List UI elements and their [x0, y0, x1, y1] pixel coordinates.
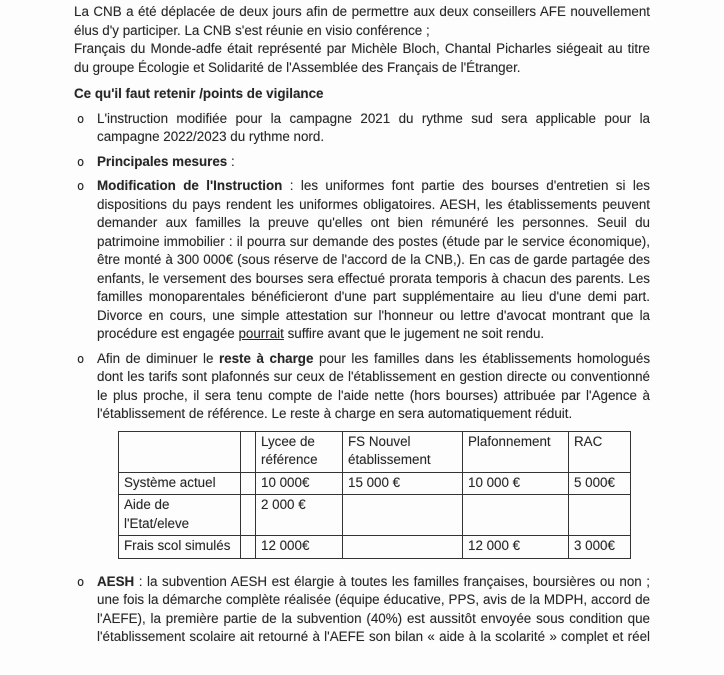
table-cell: 12 000 €	[463, 536, 569, 559]
table-cell: 5 000€	[569, 472, 631, 495]
table-cell: Système actuel	[119, 472, 241, 495]
table-cell: 15 000 €	[343, 472, 463, 495]
bullet-item-instruction-2021	[74, 110, 650, 147]
bullet-item-aesh	[74, 573, 650, 647]
table-row-aide-etat	[119, 495, 631, 536]
table-cell: Aide de l'Etat/eleve	[119, 495, 241, 536]
table-header-row	[119, 431, 631, 472]
section-heading: Ce qu'il faut retenir /points de vigilance	[74, 86, 324, 101]
intro-paragraph-2: Français du Monde-adfe était représenté par Michèle Bloch, Chantal Picharles siégeait au titre du groupe Écologie et Solidarité de l'Assemblée des Français de l'Étranger.	[74, 41, 650, 75]
table-cell	[241, 472, 256, 495]
bullet-marker: o	[77, 111, 85, 126]
table-cell	[343, 536, 463, 559]
bullet-marker: o	[77, 179, 85, 193]
bullet-item-principales-mesures	[74, 153, 650, 172]
bullet-text: Afin de diminuer le reste à charge pour les familles dans les établissements homologués dont les tarifs sont plafonnés sur ceux de l'établissement en gestion directe ou conventionné le plus proche, il sera tenu compte de l'aide nette (hors bourses) attribuée par l'Agence à l'établissement de référence. Le reste à charge en sera automatiquement réduit.	[97, 350, 651, 421]
table-cell: 12 000€	[256, 536, 343, 559]
bullet-text: Principales mesures :	[97, 153, 235, 169]
table-header-cell-lycee-reference: Lycee de référence	[256, 431, 343, 472]
bullet-text: Modification de l'Instruction : les uniformes font partie des bourses d'entretien si les dispositions du pays rendent les uniformes obligatoires. AESH, les établissements peuvent demander aux familles la preuve qu'elles ont bien rémunéré les personnes. Seuil du patrimoine immobilier : il pourra sur demande des postes (étude par le service économique), être monté à 300 000€ (sous réserve de l'accord de la CNB,). En cas de garde partagée des enfants, le versement des bourses sera effectué prorata temporis à chacun des parents. Les familles monoparentales bénéficieront d'une part supplémentaire au lieu d'une demi part. Divorce en cours, une simple attestation sur l'honneur ou lettre d'avocat montrant que la procédure est engagée pourrait suffire avant que le jugement ne soit rendu.	[97, 178, 650, 341]
table-cell	[463, 495, 569, 536]
table-cell	[241, 495, 256, 536]
bullet-item-modification-instruction	[74, 177, 650, 344]
table-header-cell-plafonnement: Plafonnement	[463, 431, 569, 472]
intro-paragraph-1: La CNB a été déplacée de deux jours afin de permettre aux deux conseillers AFE nouvellement élus d'y participer. La CNB s'est réunie en visio conférence ;	[74, 4, 650, 38]
table-cell: Frais scol simulés	[119, 536, 241, 559]
table-header-cell-fs-nouvel-etablissement: FS Nouvel établissement	[343, 431, 463, 472]
bullet-item-reste-a-charge	[74, 350, 650, 424]
table-cell	[569, 495, 631, 536]
bullet-text: L'instruction modifiée pour la campagne 2021 du rythme sud sera applicable pour la campagne 2022/2023 du rythme nord.	[97, 110, 650, 144]
table-cell: 3 000€	[569, 536, 631, 559]
table-header-cell-rac: RAC	[569, 431, 631, 472]
table-cell: 2 000 €	[256, 495, 343, 536]
table-cell	[241, 536, 256, 559]
bullet-marker: o	[77, 351, 85, 366]
bullet-marker: o	[77, 154, 85, 169]
table-row-systeme-actuel	[119, 472, 631, 495]
table-header-cell-empty	[119, 431, 241, 472]
table-cell: 10 000 €	[463, 472, 569, 495]
table-row-frais-scol-simules	[119, 536, 631, 559]
bullet-marker: o	[77, 574, 85, 589]
bullet-text: AESH : la subvention AESH est élargie à toutes les familles françaises, boursières ou non ; une fois la démarche complète réalisée (équipe éducative, PPS, avis de la MDPH, accord de l'AEFE), la première partie de la subvention (40%) est aussitôt envoyée sous condition que l'établissement scolaire ait retourné à l'AEFE son bilan « aide à la scolarité » complet et réel	[97, 573, 650, 644]
table-cell: 10 000€	[256, 472, 343, 495]
table-cell	[343, 495, 463, 536]
frais-scolarite-table	[118, 431, 631, 559]
table-header-cell-empty-narrow	[241, 431, 256, 472]
